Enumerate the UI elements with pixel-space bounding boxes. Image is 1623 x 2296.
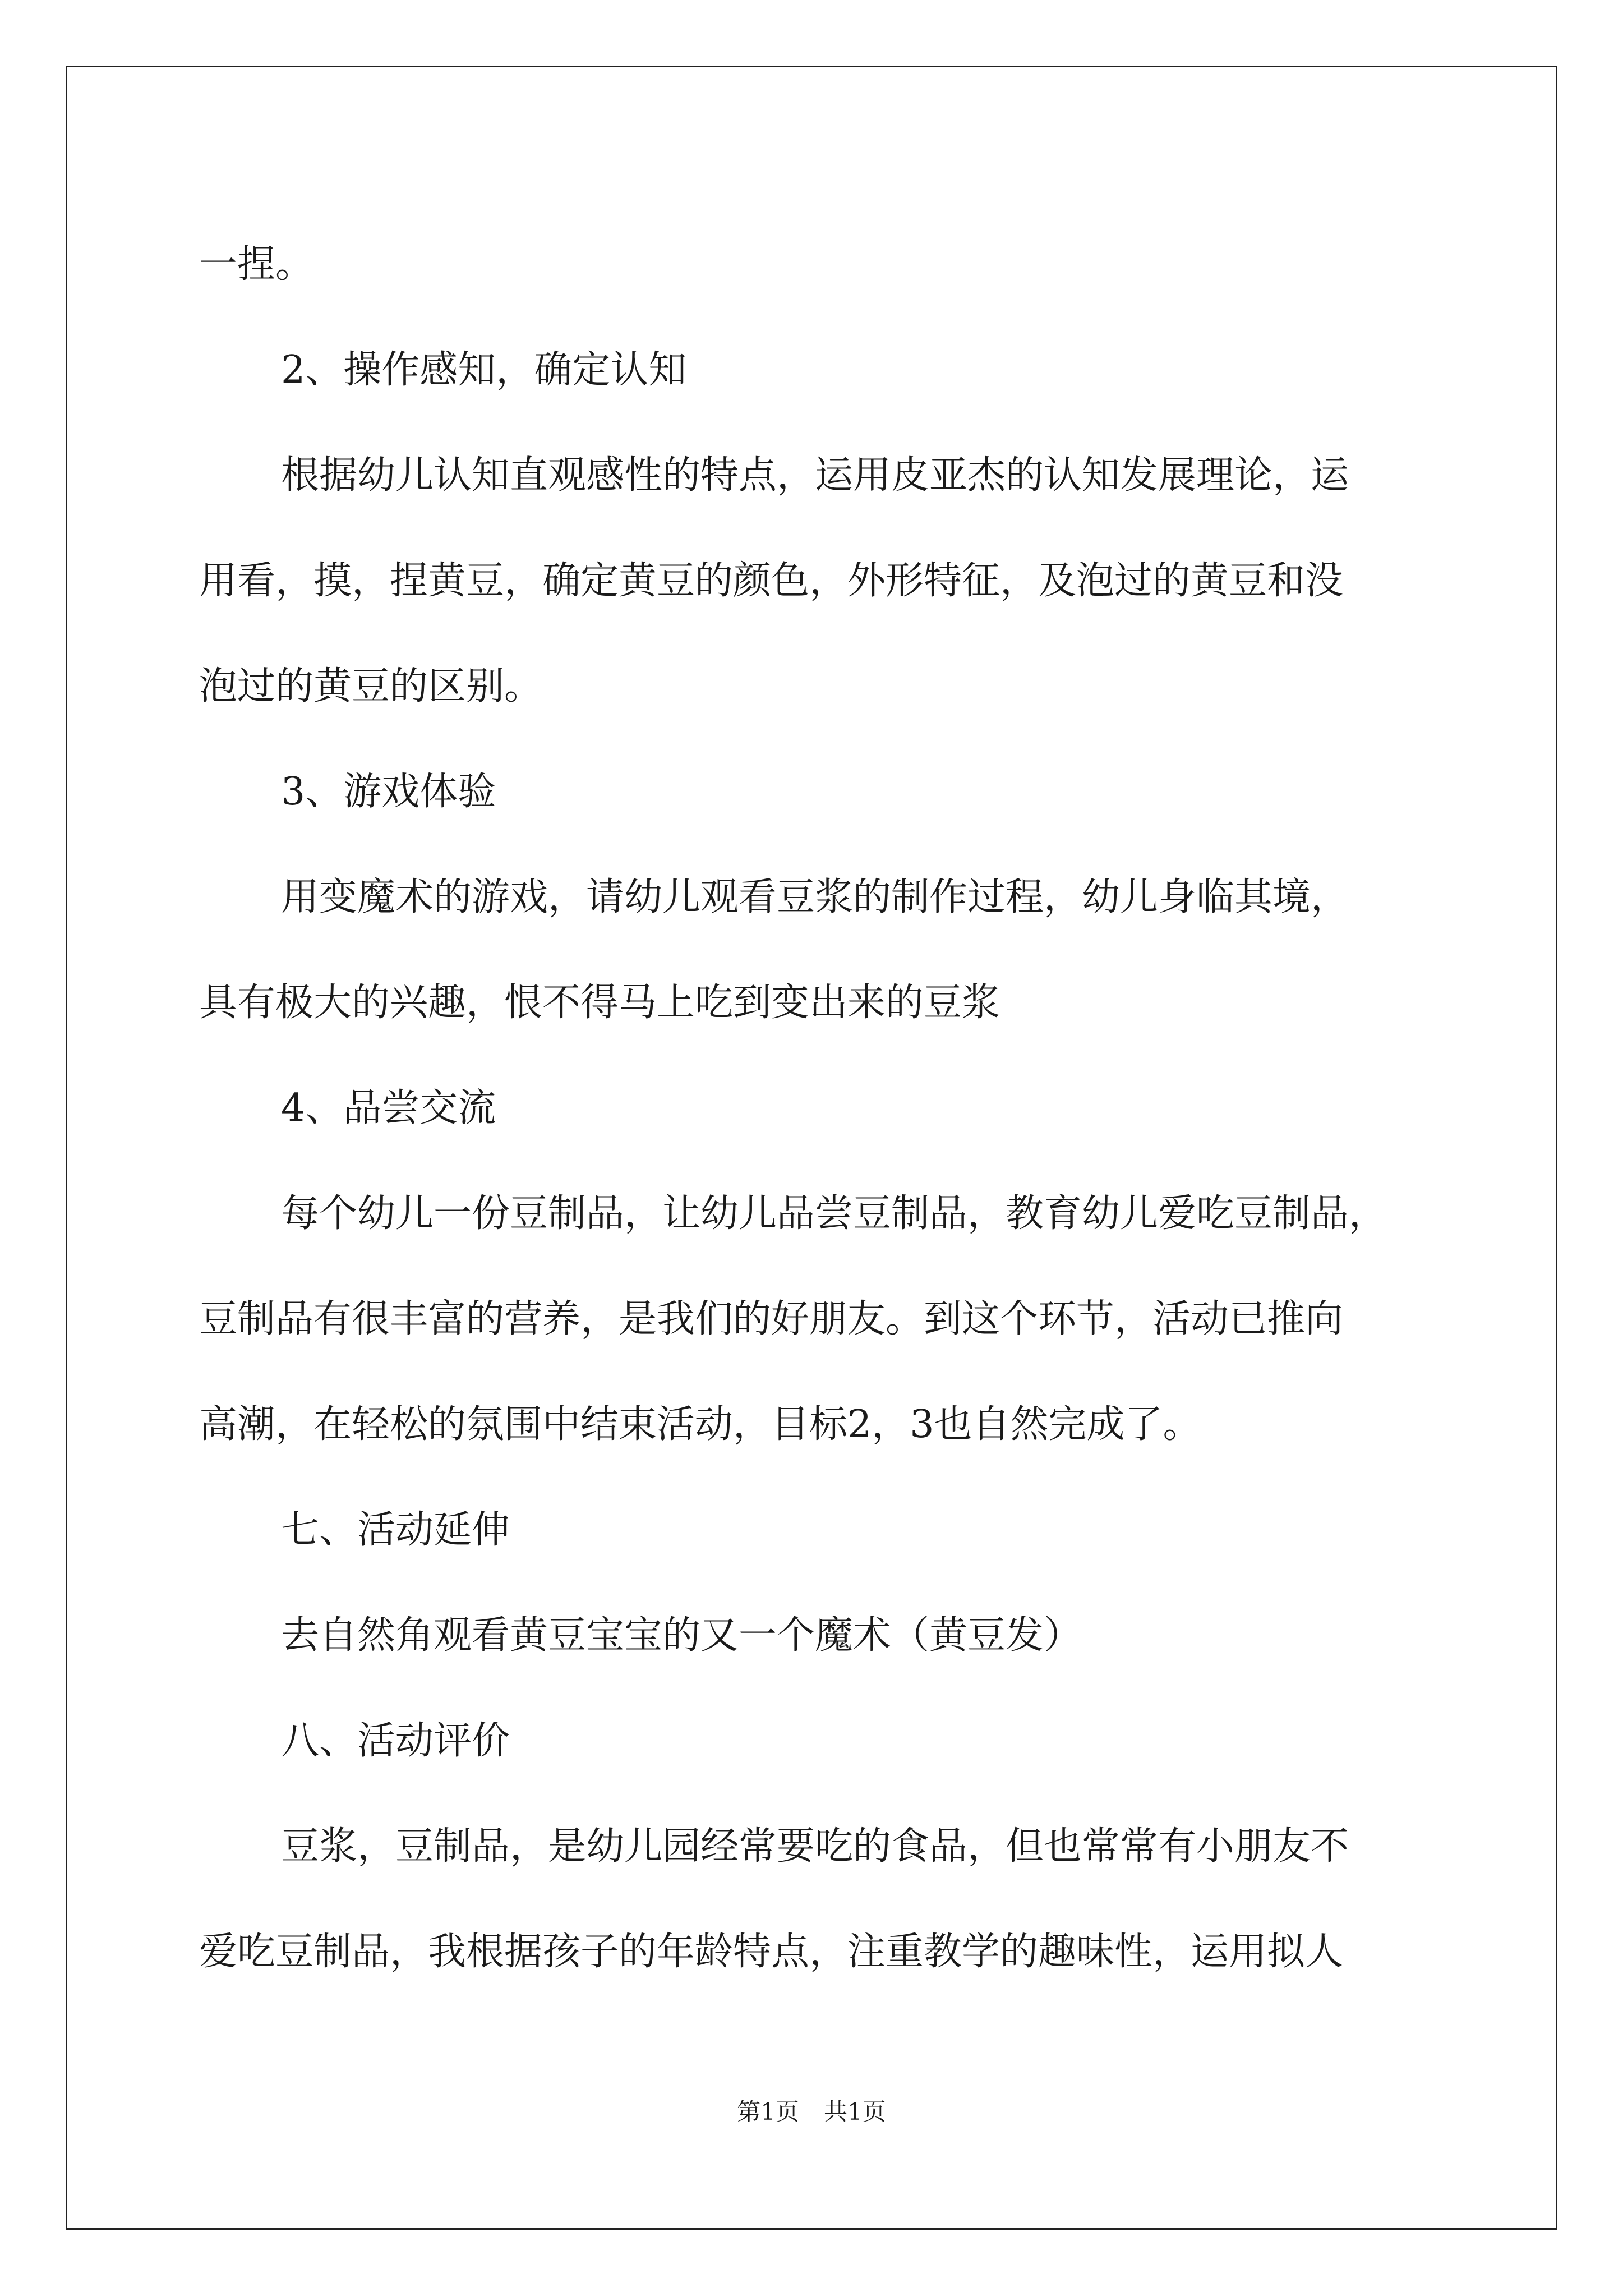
- page-total: 共1页: [824, 2098, 886, 2125]
- section-heading: 3、游戏体验: [281, 770, 496, 814]
- text-line: 具有极大的兴趣，恨不得马上吃到变出来的豆浆: [199, 981, 1000, 1025]
- section-heading: 八、活动评价: [281, 1719, 510, 1763]
- section-heading: 4、品尝交流: [281, 1086, 496, 1130]
- text-line: 一捏。: [199, 242, 314, 287]
- page-footer: [0, 2095, 1623, 2129]
- text-line: 高潮，在轻松的氛围中结束活动，目标2，3也自然完成了。: [199, 1402, 1201, 1447]
- text-line: 泡过的黄豆的区别。: [199, 664, 543, 708]
- document-body: [199, 212, 1461, 2005]
- section-heading: 2、操作感知，确定认知: [281, 348, 687, 392]
- text-line: 每个幼儿一份豆制品，让幼儿品尝豆制品，教育幼儿爱吃豆制品，: [281, 1191, 1387, 1236]
- text-line: 根据幼儿认知直观感性的特点，运用皮亚杰的认知发展理论，运: [281, 453, 1349, 498]
- text-line: 用看，摸，捏黄豆，确定黄豆的颜色，外形特征，及泡过的黄豆和没: [199, 559, 1344, 603]
- section-heading: 七、活动延伸: [281, 1508, 510, 1552]
- text-line: 爱吃豆制品，我根据孩子的年龄特点，注重教学的趣味性，运用拟人: [199, 1930, 1344, 1974]
- text-line: 去自然角观看黄豆宝宝的又一个魔术（黄豆发）: [281, 1613, 1082, 1658]
- text-line: 豆制品有很丰富的营养，是我们的好朋友。到这个环节，活动已推向: [199, 1297, 1344, 1341]
- page-number: 第1页: [737, 2098, 799, 2125]
- text-line: 豆浆，豆制品，是幼儿园经常要吃的食品，但也常常有小朋友不: [281, 1824, 1349, 1869]
- text-line: 用变魔术的游戏，请幼儿观看豆浆的制作过程，幼儿身临其境，: [281, 875, 1349, 919]
